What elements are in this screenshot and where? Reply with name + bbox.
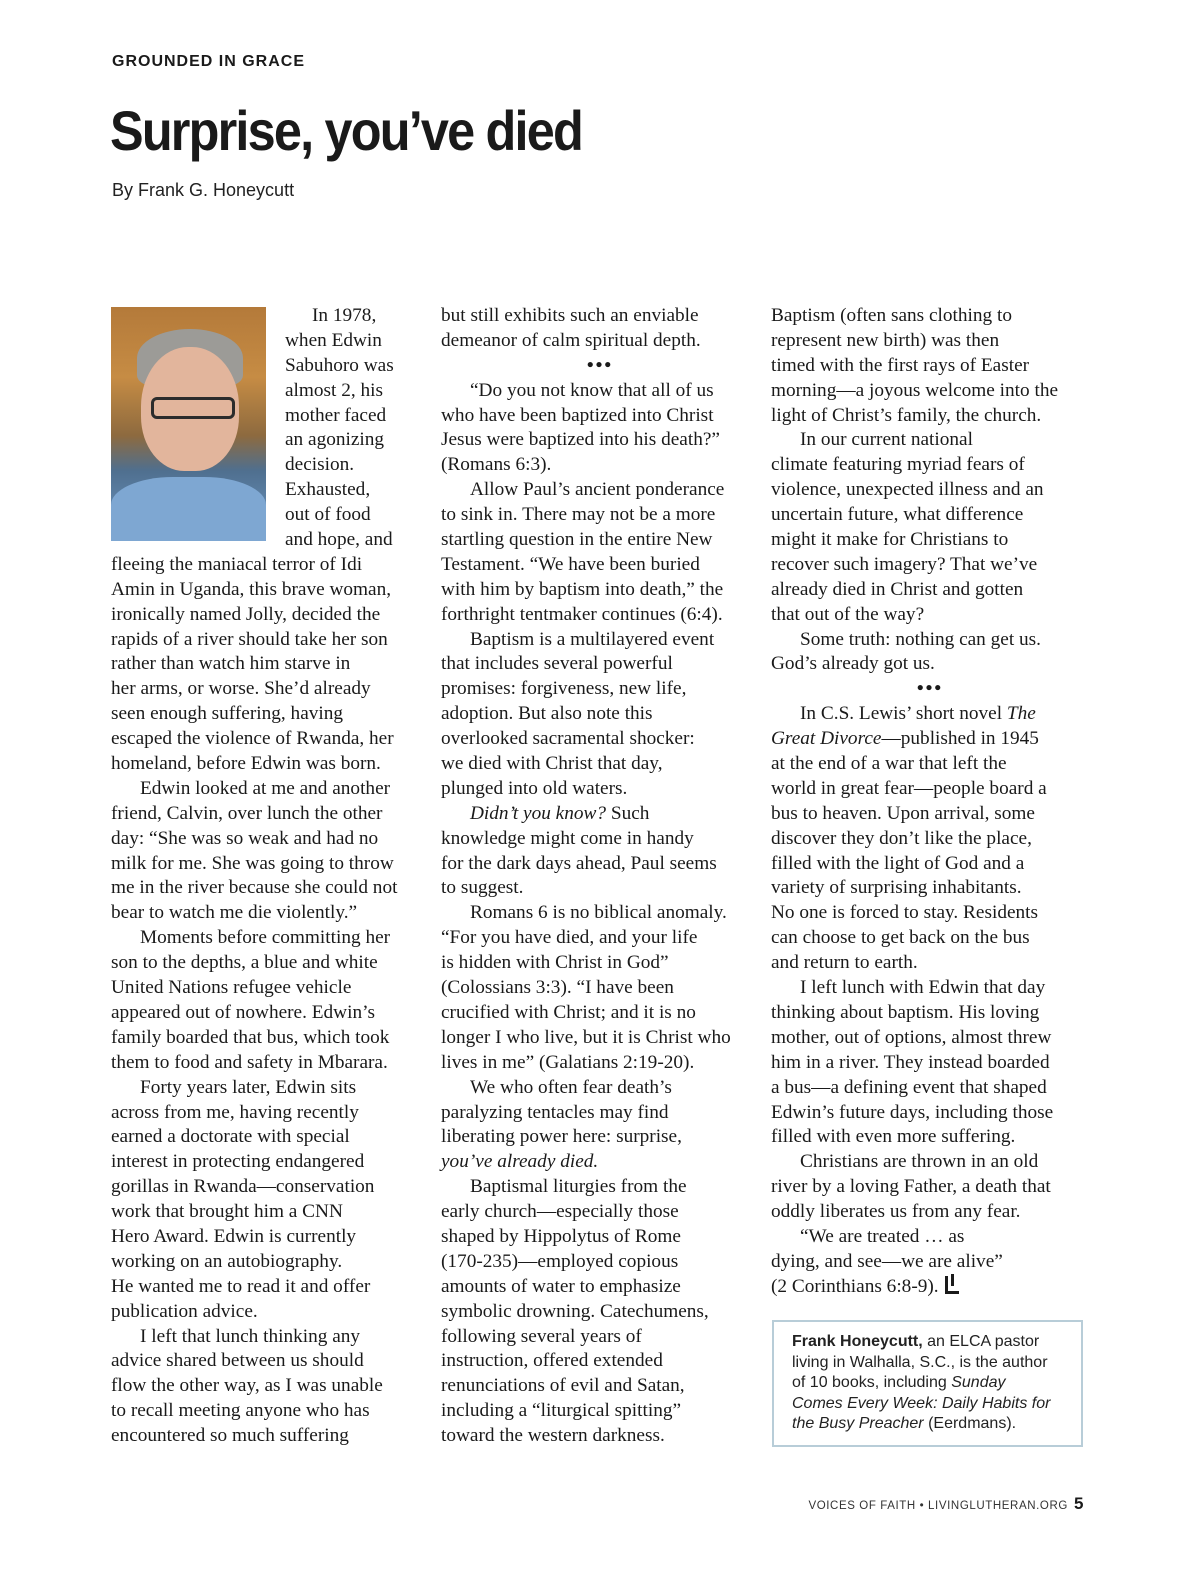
text-line: (Romans 6:3). xyxy=(441,454,552,476)
text-line: (170-235)—employed copious xyxy=(441,1250,679,1272)
text-line: to suggest. xyxy=(441,877,524,899)
text-line: discover they don’t like the place, xyxy=(771,827,1032,849)
text-line: when Edwin xyxy=(285,329,382,351)
text-line: light of Christ’s family, the church. xyxy=(771,404,1042,426)
end-of-article-icon xyxy=(945,1276,959,1294)
text-span: —published in 1945 xyxy=(881,728,1039,750)
book-title: Comes Every Week: Daily Habits for xyxy=(792,1394,1051,1412)
footer-publication: VOICES OF FAITH • LIVINGLUTHERAN.ORG xyxy=(808,1500,1068,1512)
bio-line xyxy=(792,1332,1065,1353)
text-line: early church—especially those xyxy=(441,1201,679,1223)
text-line: advice shared between us should xyxy=(111,1350,364,1372)
text-line: Romans 6 is no biblical anomaly. xyxy=(470,902,727,924)
text-line: Edwin’s future days, including those xyxy=(771,1101,1054,1123)
section-divider: ••• xyxy=(586,354,614,376)
text-line: encountered so much suffering xyxy=(111,1425,349,1447)
text-line: Sabuhoro was xyxy=(285,354,394,376)
text-line: promises: forgiveness, new life, xyxy=(441,678,687,700)
author-bio-box xyxy=(772,1320,1083,1447)
text-line: ironically named Jolly, decided the xyxy=(111,603,381,625)
text-line: filled with the light of God and a xyxy=(771,852,1025,874)
text-line: rapids of a river should take her son xyxy=(111,628,388,650)
text-line: gorillas in Rwanda—conservation xyxy=(111,1176,375,1198)
text-line: No one is forced to stay. Residents xyxy=(771,902,1039,924)
text-line: “We are treated … as xyxy=(800,1225,965,1247)
text-line: day: “She was so weak and had no xyxy=(111,827,379,849)
text-line: morning—a joyous welcome into the xyxy=(771,379,1059,401)
text-line: me in the river because she could not xyxy=(111,877,398,899)
text-line: overlooked sacramental shocker: xyxy=(441,728,695,750)
book-title: the Busy Preacher xyxy=(792,1415,924,1432)
text-line: In our current national xyxy=(800,429,973,451)
text-line: already died in Christ and gotten xyxy=(771,578,1024,600)
bio-line: living in Walhalla, S.C., is the author xyxy=(792,1353,1048,1371)
text-line: represent new birth) was then xyxy=(771,329,1000,351)
text-line xyxy=(771,1275,1089,1300)
text-line: escaped the violence of Rwanda, her xyxy=(111,728,394,750)
text-line: at the end of a war that left the xyxy=(771,753,1007,775)
text-line: demeanor of calm spiritual depth. xyxy=(441,329,701,351)
bio-line xyxy=(792,1373,1065,1394)
text-line: across from me, having recently xyxy=(111,1101,359,1123)
text-line: earned a doctorate with special xyxy=(111,1126,350,1148)
text-span: of 10 books, including xyxy=(792,1374,952,1391)
text-line: family boarded that bus, which took xyxy=(111,1026,390,1048)
text-line: we died with Christ that day, xyxy=(441,753,663,775)
text-line: instruction, offered extended xyxy=(441,1350,663,1372)
text-line: to sink in. There may not be a more xyxy=(441,504,716,526)
italic-text: you’ve already died. xyxy=(441,1151,599,1173)
text-line xyxy=(771,727,1089,752)
text-line: filled with even more suffering. xyxy=(771,1126,1016,1148)
text-line: knowledge might come in handy xyxy=(441,827,694,849)
text-line: that out of the way? xyxy=(771,603,925,625)
text-span: (Eerdmans). xyxy=(923,1415,1017,1432)
text-line: with him by baptism into death,” the xyxy=(441,578,724,600)
text-line: violence, unexpected illness and an xyxy=(771,479,1044,501)
text-line: United Nations refugee vehicle xyxy=(111,977,352,999)
text-line xyxy=(771,702,1089,727)
text-line: He wanted me to read it and offer xyxy=(111,1275,371,1297)
text-line: work that brought him a CNN xyxy=(111,1201,343,1223)
text-line: friend, Calvin, over lunch the other xyxy=(111,802,383,824)
text-line: climate featuring myriad fears of xyxy=(771,454,1025,476)
byline: By Frank G. Honeycutt xyxy=(112,180,295,200)
book-title: Sunday xyxy=(951,1374,1006,1391)
text-line: milk for me. She was going to throw xyxy=(111,852,394,874)
text-line: interest in protecting endangered xyxy=(111,1151,365,1173)
text-line: a bus—a defining event that shaped xyxy=(771,1076,1047,1098)
text-line: for the dark days ahead, Paul seems xyxy=(441,852,717,874)
text-line: river by a loving Father, a death that xyxy=(771,1176,1051,1198)
text-line: flow the other way, as I was unable xyxy=(111,1375,383,1397)
text-line: might it make for Christians to xyxy=(771,529,1009,551)
text-line: God’s already got us. xyxy=(771,653,935,675)
text-line: uncertain future, what difference xyxy=(771,504,1024,526)
text-line: out of food xyxy=(285,504,371,526)
text-line: mother faced xyxy=(285,404,387,426)
text-line: In 1978, xyxy=(312,305,377,326)
text-line: and hope, and xyxy=(285,529,393,551)
text-line: Christians are thrown in an old xyxy=(800,1151,1039,1173)
text-line: working on an autobiography. xyxy=(111,1250,343,1272)
article-column-3 xyxy=(771,304,1089,1300)
article-title: Surprise, you’ve died xyxy=(110,99,582,162)
text-line: seen enough suffering, having xyxy=(111,703,344,725)
text-line: Edwin looked at me and another xyxy=(140,777,391,799)
text-line xyxy=(441,1150,759,1175)
text-line: Exhausted, xyxy=(285,479,371,501)
text-span: (2 Corinthians 6:8-9). xyxy=(771,1275,939,1297)
text-line: world in great fear—people board a xyxy=(771,777,1047,799)
text-line: paralyzing tentacles may find xyxy=(441,1101,669,1123)
text-line: oddly liberates us from any fear. xyxy=(771,1201,1021,1223)
text-line: including a “liturgical spitting” xyxy=(441,1400,682,1422)
text-line: can choose to get back on the bus xyxy=(771,927,1030,949)
text-line: Jesus were baptized into his death?” xyxy=(441,429,720,451)
text-line: recover such imagery? That we’ve xyxy=(771,553,1038,575)
text-line: timed with the first rays of Easter xyxy=(771,354,1030,376)
text-line: Testament. “We have been buried xyxy=(441,553,700,575)
text-line: who have been baptized into Christ xyxy=(441,404,714,426)
text-line: liberating power here: surprise, xyxy=(441,1126,682,1148)
italic-text: Didn’t you know? xyxy=(470,802,607,824)
text-line: longer I who live, but it is Christ who xyxy=(441,1026,731,1048)
text-line: renunciations of evil and Satan, xyxy=(441,1375,685,1397)
text-line: forthright tentmaker continues (6:4). xyxy=(441,603,723,625)
text-line: crucified with Christ; and it is no xyxy=(441,1001,696,1023)
text-line: Baptism is a multilayered event xyxy=(470,628,715,650)
text-line: I left lunch with Edwin that day xyxy=(800,977,1046,999)
bio-author-name: Frank Honeycutt, xyxy=(792,1333,923,1350)
text-line: I left that lunch thinking any xyxy=(140,1325,361,1347)
text-line: to recall meeting anyone who has xyxy=(111,1400,370,1422)
italic-text: The xyxy=(1006,703,1036,725)
text-line: lives in me” (Galatians 2:19-20). xyxy=(441,1051,695,1073)
text-line: homeland, before Edwin was born. xyxy=(111,753,381,775)
article-column-1 xyxy=(111,304,429,1449)
text-line: plunged into old waters. xyxy=(441,777,628,799)
text-line: mother, out of options, almost threw xyxy=(771,1026,1052,1048)
text-line: variety of surprising inhabitants. xyxy=(771,877,1022,899)
text-line: We who often fear death’s xyxy=(470,1076,672,1098)
text-span: an ELCA pastor xyxy=(922,1333,1040,1350)
text-line: startling question in the entire New xyxy=(441,529,713,551)
text-line: bear to watch me die violently.” xyxy=(111,902,358,924)
bio-line xyxy=(792,1414,1065,1435)
italic-text: Great Divorce xyxy=(771,728,882,750)
text-line: dying, and see—we are alive” xyxy=(771,1250,1003,1272)
section-kicker: GROUNDED IN GRACE xyxy=(112,53,306,70)
text-line: adoption. But also note this xyxy=(441,703,653,725)
text-line: symbolic drowning. Catechumens, xyxy=(441,1300,709,1322)
text-line: shaped by Hippolytus of Rome xyxy=(441,1225,681,1247)
text-line: (Colossians 3:3). “I have been xyxy=(441,977,674,999)
text-line: “Do you not know that all of us xyxy=(470,379,714,401)
text-line: almost 2, his xyxy=(285,379,384,401)
text-line: Baptism (often sans clothing to xyxy=(771,305,1012,326)
text-line: him in a river. They instead boarded xyxy=(771,1051,1050,1073)
text-line: an agonizing xyxy=(285,429,385,451)
text-line: them to food and safety in Mbarara. xyxy=(111,1051,388,1073)
text-line: son to the depths, a blue and white xyxy=(111,952,378,974)
text-line: “For you have died, and your life xyxy=(441,927,698,949)
text-line: Allow Paul’s ancient ponderance xyxy=(470,479,725,501)
article-column-2 xyxy=(441,304,759,1449)
bio-line xyxy=(792,1394,1065,1415)
text-line: Hero Award. Edwin is currently xyxy=(111,1225,357,1247)
text-line: rather than watch him starve in xyxy=(111,653,351,675)
text-line: Some truth: nothing can get us. xyxy=(800,628,1041,650)
text-line: fleeing the maniacal terror of Idi xyxy=(111,553,363,575)
text-span: In C.S. Lewis’ short novel xyxy=(800,703,1007,725)
page-footer xyxy=(808,1494,1084,1514)
text-line: Amin in Uganda, this brave woman, xyxy=(111,578,392,600)
text-line: Moments before committing her xyxy=(140,927,391,949)
text-line: that includes several powerful xyxy=(441,653,673,675)
text-line: thinking about baptism. His loving xyxy=(771,1001,1040,1023)
text-line: appeared out of nowhere. Edwin’s xyxy=(111,1001,375,1023)
text-line: Forty years later, Edwin sits xyxy=(140,1076,357,1098)
text-line: following several years of xyxy=(441,1325,642,1347)
text-line xyxy=(441,802,759,827)
text-span: Such xyxy=(606,802,650,824)
text-line: Baptismal liturgies from the xyxy=(470,1176,687,1198)
page-number: 5 xyxy=(1073,1494,1084,1513)
text-line: toward the western darkness. xyxy=(441,1425,665,1447)
text-line: decision. xyxy=(285,454,355,476)
text-line: her arms, or worse. She’d already xyxy=(111,678,371,700)
text-line: is hidden with Christ in God” xyxy=(441,952,669,974)
text-line: but still exhibits such an enviable xyxy=(441,305,699,326)
text-line: bus to heaven. Upon arrival, some xyxy=(771,802,1035,824)
text-line: amounts of water to emphasize xyxy=(441,1275,681,1297)
section-divider: ••• xyxy=(916,678,944,700)
text-line: publication advice. xyxy=(111,1300,258,1322)
text-line: and return to earth. xyxy=(771,952,918,974)
